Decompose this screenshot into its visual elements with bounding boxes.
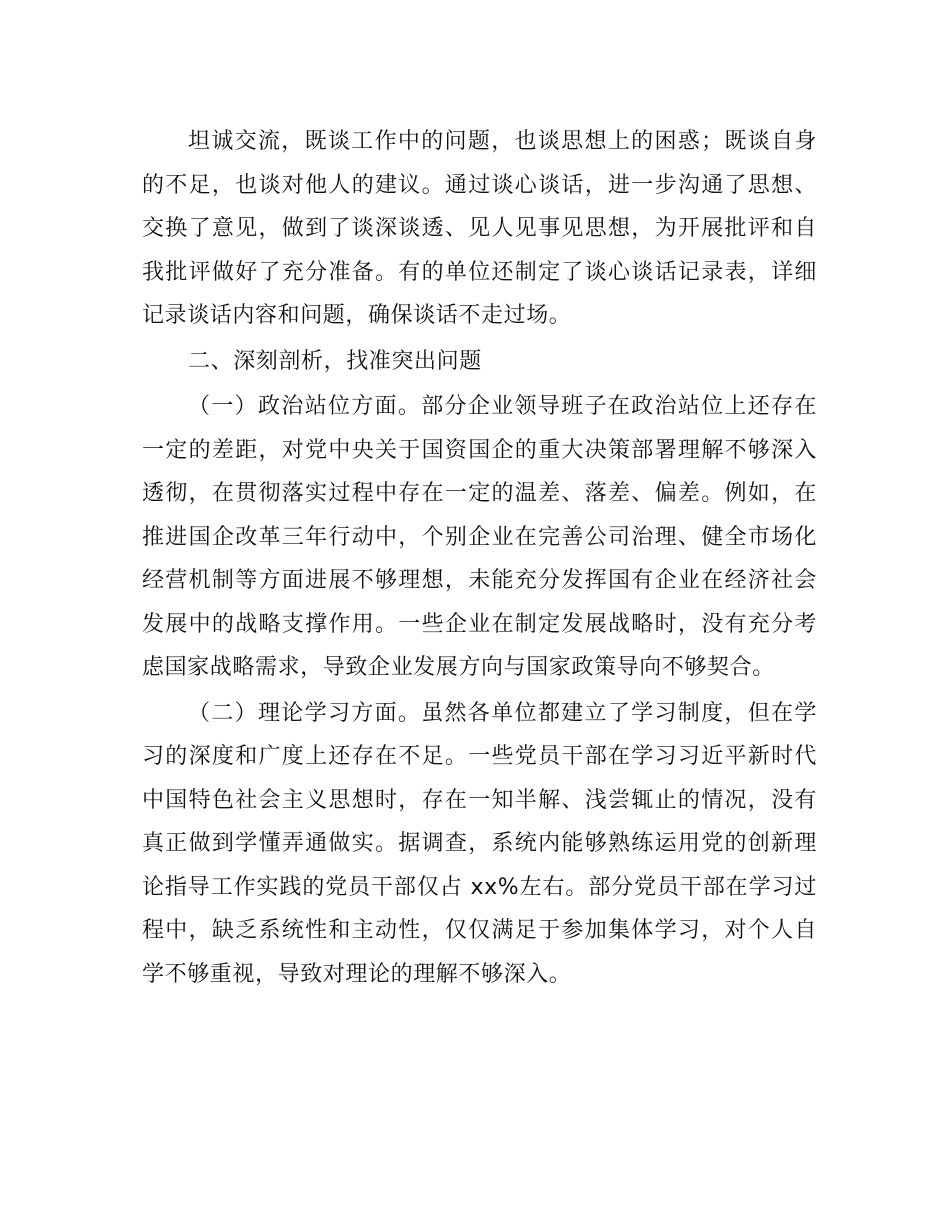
section-heading-analysis: 二、深刻剖析，找准突出问题 [188,348,482,374]
document-body [142,120,817,996]
paragraph-theory-study: （二）理论学习方面。虽然各单位都建立了学习制度，但在学习的深度和广度上还存在不足。一些党员干部在学习习近平新时代中国特色社会主义思想时，存在一知半解、浅尝辄止的情况，没有真正做到学懂弄通做实。据调查，系统内能够熟练运用党的创新理论指导工作实践的党员干部仅占 xx%左右。部分党员干部在学习过程中，缺乏系统性和主动性，仅仅满足于参加集体学习，对个人自学不够重视，导致对理论的理解不够深入。 [142,700,817,987]
paragraph-political-stance: （一）政治站位方面。部分企业领导班子在政治站位上还存在一定的差距，对党中央关于国资国企的重大决策部署理解不够深入透彻，在贯彻落实过程中存在一定的温差、落差、偏差。例如，在推进国企改革三年行动中，个别企业在完善公司治理、健全市场化经营机制等方面进展不够理想，未能充分发挥国有企业在经济社会发展中的战略支撑作用。一些企业在制定发展战略时，没有充分考虑国家战略需求，导致企业发展方向与国家政策导向不够契合。 [142,394,817,680]
paragraph-talk-exchange: 坦诚交流，既谈工作中的问题，也谈思想上的困惑；既谈自身的不足，也谈对他人的建议。通过谈心谈话，进一步沟通了思想、交换了意见，做到了谈深谈透、见人见事见思想，为开展批评和自我批评做好了充分准备。有的单位还制定了谈心谈话记录表，详细记录谈话内容和问题，确保谈话不走过场。 [142,129,817,328]
